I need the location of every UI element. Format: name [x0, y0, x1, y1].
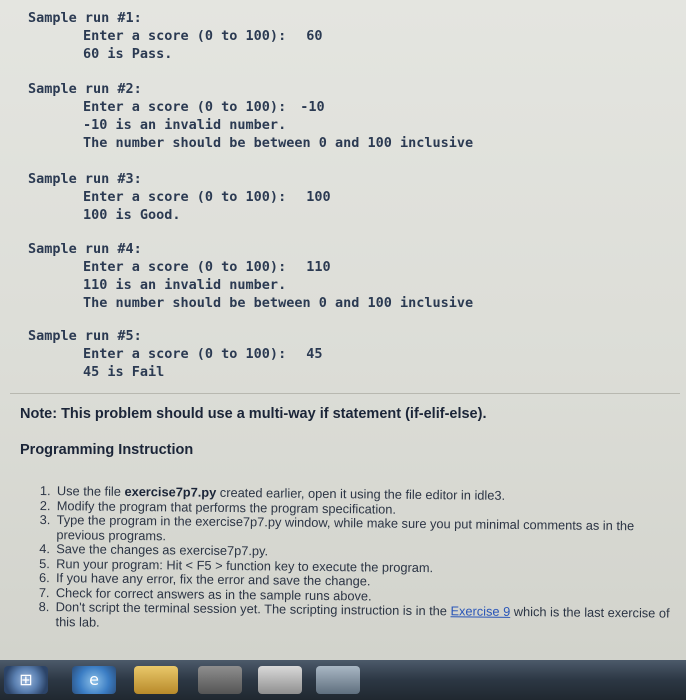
- start-orb-icon[interactable]: ⊞: [4, 666, 48, 694]
- list-item: 2. Modify the program that performs the program specification.: [39, 497, 397, 517]
- list-item: 4. Save the changes as exercise7p7.py.: [39, 540, 269, 559]
- list-item: 6. If you have any error, fix the error and save the change.: [38, 569, 371, 589]
- sample-run-input-value: 45: [306, 346, 323, 362]
- sample-run-line: 60 is Pass.: [83, 46, 173, 62]
- sample-run-line: Enter a score (0 to 100): 100: [83, 189, 331, 205]
- instruction-list: [38, 484, 679, 636]
- list-item: 3. Type the program in the exercise7p7.py window, while make sure you put minimal comments as in the previous programs.: [39, 511, 635, 543]
- sample-run-input-value: 100: [306, 189, 331, 205]
- app-icon[interactable]: [198, 666, 242, 694]
- sample-run-input-value: -10: [300, 99, 325, 115]
- file-name: exercise7p7.py: [124, 483, 217, 500]
- taskbar: [0, 660, 686, 700]
- sample-run-input-value: 60: [306, 28, 323, 44]
- sample-run-input-value: 110: [306, 259, 331, 275]
- sample-run-header: Sample run #2:: [28, 81, 142, 97]
- internet-explorer-icon[interactable]: e: [72, 666, 116, 694]
- sample-run-4: [28, 240, 473, 312]
- sample-run-line: The number should be between 0 and 100 inclusive: [83, 295, 474, 311]
- sample-run-3: [28, 170, 331, 224]
- sample-run-line: 45 is Fail: [83, 364, 165, 380]
- folder-icon[interactable]: [134, 666, 178, 694]
- sample-run-header: Sample run #1:: [28, 10, 142, 26]
- list-item: 5. Run your program: Hit < F5 > function key to execute the program.: [39, 555, 434, 575]
- list-item: 8. Don't script the terminal session yet. The scripting instruction is in the Exercise 9 which is the last exercise of this lab.: [38, 598, 670, 630]
- sample-run-header: Sample run #5:: [28, 328, 142, 344]
- sample-run-line: 100 is Good.: [83, 207, 181, 223]
- note-text: Note: This problem should use a multi-way if statement (if-elif-else).: [20, 406, 487, 422]
- list-item: 1. Use the file exercise7p7.py created earlier, open it using the file editor in idle3.: [39, 483, 506, 503]
- sample-run-line: 110 is an invalid number.: [83, 277, 287, 293]
- sample-run-2: [28, 80, 473, 152]
- section-heading: Programming Instruction: [20, 442, 194, 458]
- exercise-link[interactable]: Exercise 9: [450, 603, 511, 619]
- sample-run-line: Enter a score (0 to 100): 60: [83, 28, 323, 44]
- section-divider: [10, 393, 680, 394]
- sample-run-header: Sample run #3:: [28, 171, 142, 187]
- sample-run-1: [28, 9, 322, 63]
- app-icon[interactable]: [258, 666, 302, 694]
- sample-run-line: Enter a score (0 to 100): 45: [83, 346, 323, 362]
- sample-run-line: -10 is an invalid number.: [83, 117, 287, 133]
- sample-run-line: The number should be between 0 and 100 inclusive: [83, 135, 474, 151]
- app-icon[interactable]: [316, 666, 360, 694]
- sample-run-line: Enter a score (0 to 100): -10: [83, 99, 325, 115]
- sample-run-line: Enter a score (0 to 100): 110: [83, 259, 331, 275]
- sample-run-header: Sample run #4:: [28, 241, 142, 257]
- sample-run-5: [28, 327, 322, 381]
- list-item: 7. Check for correct answers as in the sample runs above.: [38, 584, 372, 603]
